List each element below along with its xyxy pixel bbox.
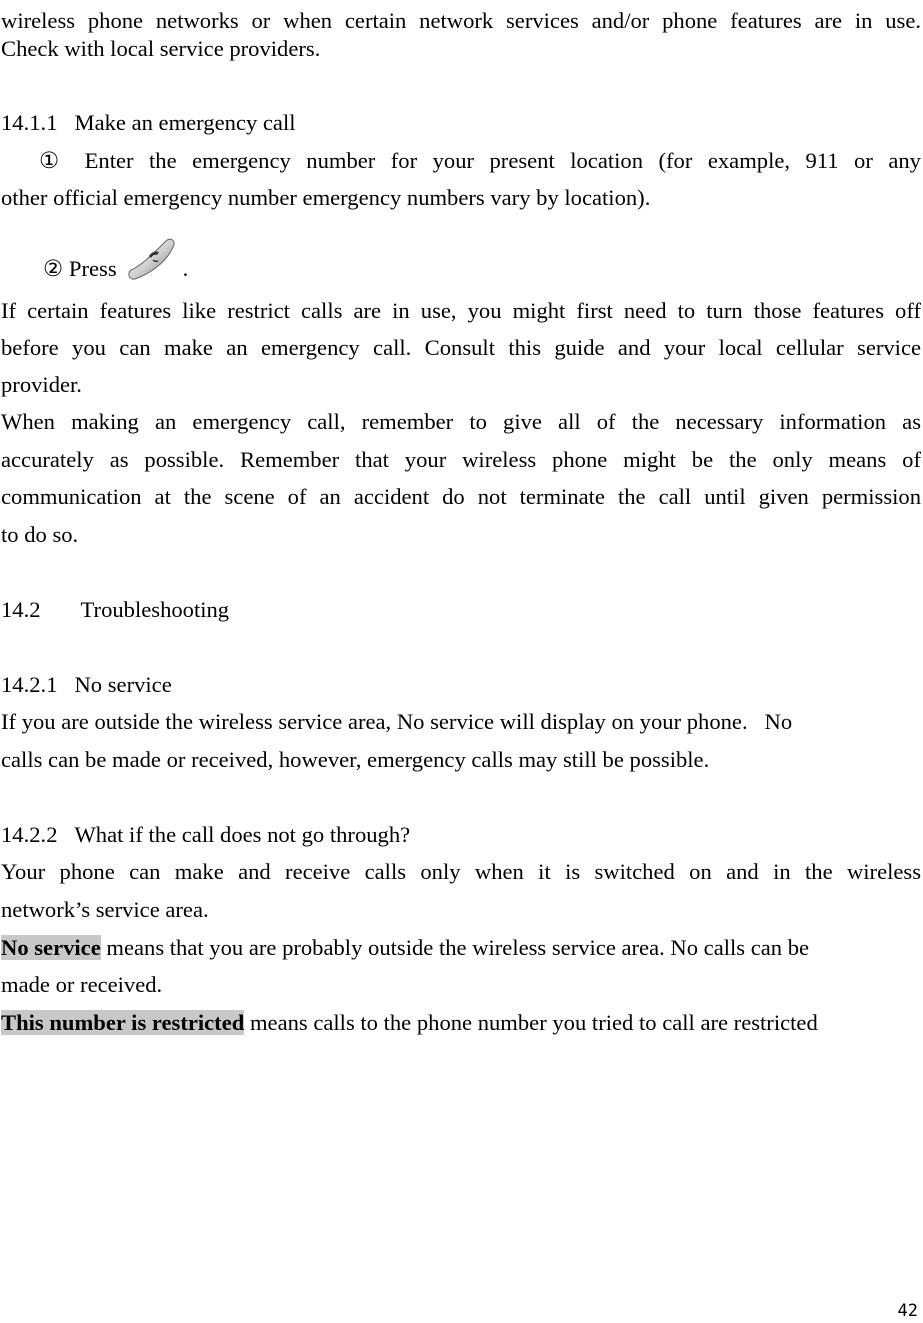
section-number: 14.1.1: [1, 110, 58, 135]
no-service-line-1: If you are outside the wireless service area, No service will display on your phone. No: [1, 709, 793, 734]
para-2-line-4: to do so.: [1, 522, 79, 547]
section-number: 14.2.1: [1, 672, 58, 697]
term-number-restricted: This number is restricted: [1, 1010, 245, 1035]
para-1-line-2: before you can make an emergency call. Consult this guide and your local cellular service: [1, 335, 921, 360]
step-1-text: Enter the emergency number for your present location (for example, 911 or any: [84, 148, 921, 173]
restricted-term-line: [1, 1004, 921, 1042]
step-1-line-2: other official emergency number emergency numbers vary by location).: [1, 185, 651, 210]
para-2-line-1: When making an emergency call, remember to give all of the necessary information as: [1, 409, 921, 434]
step-2-end: .: [182, 256, 189, 281]
call-fail-line-2: network’s service area.: [1, 897, 209, 922]
step-2-line: [43, 236, 443, 288]
step-1-marker: ①: [39, 148, 70, 173]
intro-line-1: wireless phone networks or when certain network services and/or phone features are in use.: [1, 8, 921, 33]
heading-14-2-2: [1, 816, 921, 854]
intro-line-2: Check with local service providers.: [1, 36, 321, 61]
no-service-term-line-2: made or received.: [1, 972, 163, 997]
term-number-restricted-desc: means calls to the phone number you tried to call are restricted: [244, 1010, 818, 1035]
section-title: Make an emergency call: [74, 110, 296, 135]
step-1-line-1: [39, 142, 921, 180]
term-no-service: No service: [1, 935, 101, 960]
section-title: What if the call does not go through?: [74, 822, 411, 847]
section-title: Troubleshooting: [80, 597, 230, 622]
step-2-text: Press: [68, 256, 117, 281]
page-number: 42: [897, 1301, 918, 1321]
section-number: 14.2: [1, 597, 41, 622]
heading-14-2: [1, 591, 921, 629]
heading-14-2-1: [1, 666, 921, 704]
heading-14-1-1: [1, 104, 921, 142]
para-1-line-3: provider.: [1, 372, 82, 397]
no-service-line-2: calls can be made or received, however, emergency calls may still be possible.: [1, 747, 710, 772]
call-fail-line-1: Your phone can make and receive calls only when it is switched on and in the wireless: [1, 859, 921, 884]
para-2-line-3: communication at the scene of an accident do not terminate the call until given permission: [1, 484, 921, 509]
send-call-key-icon: [125, 236, 177, 280]
section-title: No service: [74, 672, 172, 697]
section-number: 14.2.2: [1, 822, 58, 847]
term-no-service-desc: means that you are probably outside the wireless service area. No calls can be: [100, 935, 810, 960]
no-service-term-line: [1, 929, 921, 967]
step-2-marker: ②: [43, 256, 64, 281]
para-2-line-2: accurately as possible. Remember that your wireless phone might be the only means of: [1, 447, 921, 472]
para-1-line-1: If certain features like restrict calls are in use, you might first need to turn those features off: [1, 298, 921, 323]
